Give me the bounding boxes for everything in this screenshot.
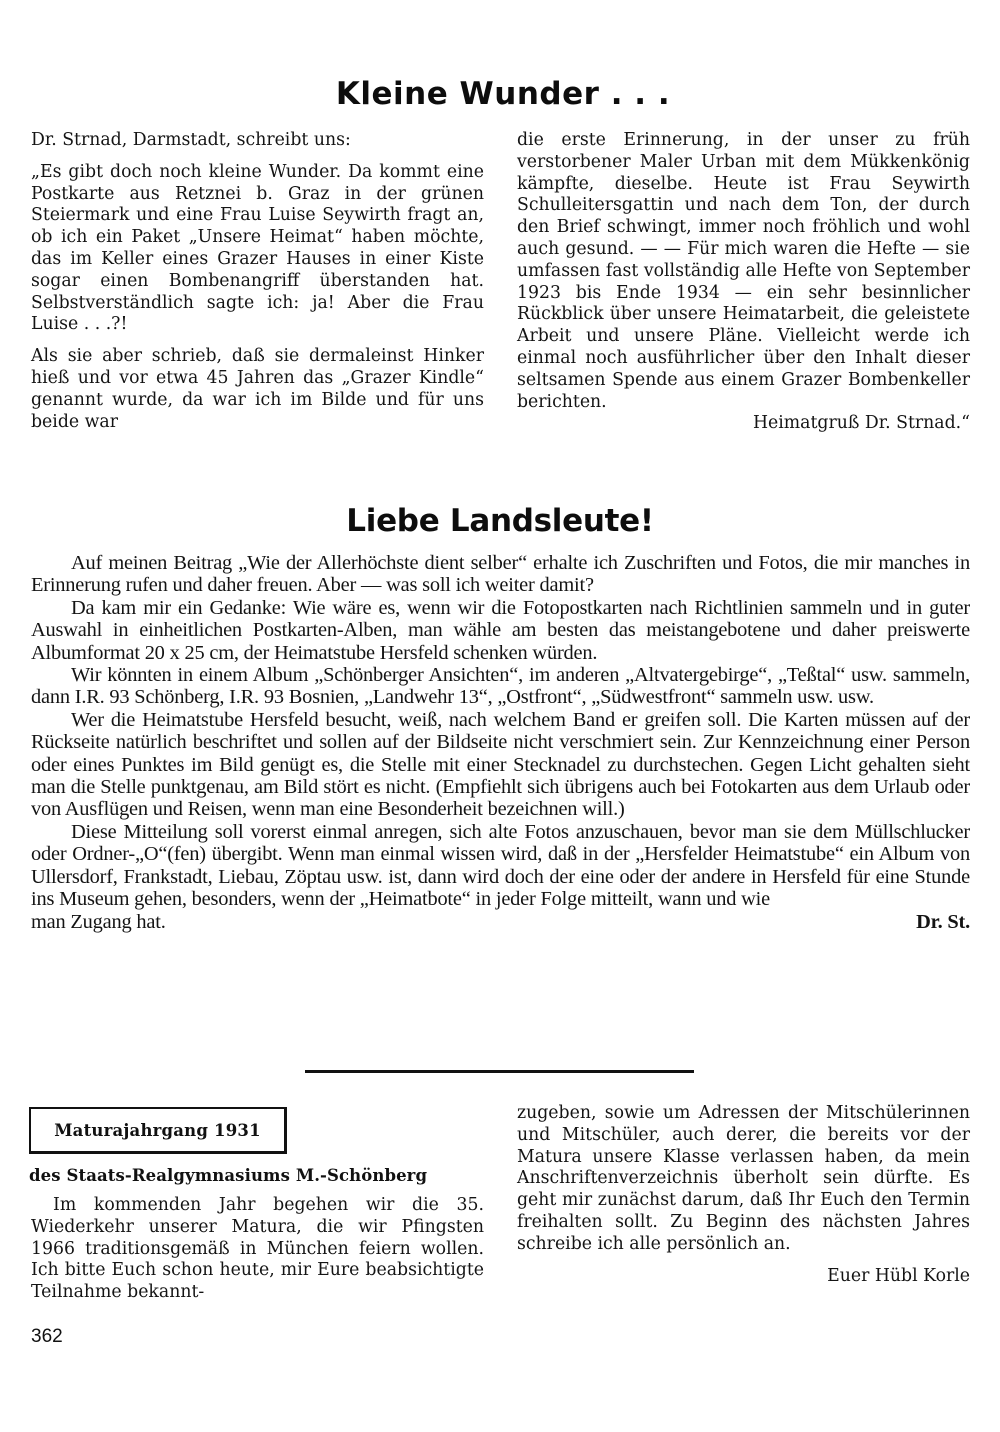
article3-left-column <box>31 1195 484 1304</box>
article1-paragraph: „Es gibt doch noch kleine Wunder. Da kommt eine Postkarte aus Retznei b. Graz in der grünen Steiermark und eine Frau Luise Seywirth fragt an, ob ich ein Paket „Unsere Heimat“ haben möchte, das im Keller eines Grazer Hauses in einer Kiste sogar einen Bombenangriff überstanden hat. Selbstverständlich sagte ich: ja! Aber die Frau Luise . . .?! <box>31 161 484 335</box>
article-title-liebe-landsleute: Liebe Landsleute! <box>346 503 654 539</box>
article3-paragraph: Im kommenden Jahr begehen wir die 35. Wiederkehr unserer Matura, die wir Pfingsten 1966 traditionsgemäß in München feiern wollen. Ich bitte Euch schon heute, mir Eure beabsichtigte Teilnahme bekannt- <box>31 1195 484 1303</box>
article2-body <box>31 552 970 933</box>
article2-paragraph: Diese Mitteilung soll vorerst einmal anregen, sich alte Fotos anzuschauen, bevor man sie dem Müllschlucker oder Ordner-„O“(fen) übergibt. Wenn man einmal wissen wird, daß in der „Hersfelder Heimatstube“ ein Album von Ullersdorf, Frankstadt, Liebau, Zöptau usw. ist, dann wird doch der eine oder der andere in Hersfeld für eine Stunde ins Museum gehen, besonders, wenn der „Heimatbote“ in jeder Folge mitteilt, wann und wie <box>31 820 970 911</box>
page-number: 362 <box>31 1326 63 1347</box>
article2-paragraph: Wer die Heimatstube Hersfeld besucht, weiß, nach welchem Band er greifen soll. Die Karten müssen auf der Rückseite natürlich beschriftet und sollen auf der Bildseite nicht verschmiert sein. Zur Kennzeichnung einer Person oder eines Punktes im Bild genügt es, die Stelle mit einer Stecknadel zu durchstechen. Gegen Licht gehalten sieht man die Stelle punktgenau, am Bild stört es nicht. (Empfiehlt sich übrigens auch bei Fotokarten aus dem Urlaub oder von Ausflügen und Reisen, wenn man eine Besonderheit bezeichnen will.) <box>31 708 970 821</box>
article3-paragraph: zugeben, sowie um Adressen der Mitschülerinnen und Mitschüler, auch derer, die bereits vor der Matura unsere Klasse verlassen haben, da mein Anschriftenverzeichnis überholt sein dürfte. Es geht mir zunächst darum, daß Ihr Euch den Termin freihalten sollt. Zu Beginn des nächsten Jahres schreibe ich alle persönlich an. <box>517 1103 970 1254</box>
article3-subtitle: des Staats-Realgymnasiums M.-Schönberg <box>29 1166 428 1185</box>
article-title-kleine-wunder: Kleine Wunder . . . <box>335 76 671 112</box>
article1-byline: Dr. Strnad, Darmstadt, schreibt uns: <box>31 130 351 150</box>
article2-paragraph: Da kam mir ein Gedanke: Wie wäre es, wenn wir die Fotopostkarten nach Richtlinien sammeln und in guter Auswahl in einheitlichen Postkarten-Alben, man wähle am besten das meistangebotene und daher preiswerte Albumformat 20 x 25 cm, der Heimatstube Hersfeld schenken würden. <box>31 596 970 664</box>
article1-paragraph: Als sie aber schrieb, daß sie dermaleinst Hinker hieß und vor etwa 45 Jahren das „Grazer Kindle“ genannt wurde, da war ich im Bilde und für uns beide war <box>31 346 484 432</box>
article1-paragraph: die erste Erinnerung, in der unser zu früh verstorbener Maler Urban mit dem Mükkenkönig kämpfte, dieselbe. Heute ist Frau Seywirth Schulleitersgattin und nach dem Ton, der durch den Brief schwingt, immer noch fröhlich und wohl auch gesund. — — Für mich waren die Hefte — sie umfassen fast vollständig alle Hefte von September 1923 bis Ende 1934 — ein sehr besinnlicher Rückblick über unsere Heimatarbeit, die geleistete Arbeit und unsere Pläne. Vielleicht werde ich einmal noch ausführlicher über den Inhalt dieser seltsamen Spende aus einem Grazer Bombenkeller berichten. <box>517 130 970 412</box>
article2-closing-line <box>31 911 970 933</box>
article3-right-column <box>517 1103 970 1287</box>
boxed-heading <box>29 1107 287 1154</box>
article1-right-column <box>517 130 970 435</box>
article1-closing-signature: Heimatgruß Dr. Strnad.“ <box>752 413 970 434</box>
article2-paragraph: Wir könnten in einem Album „Schönberger Ansichten“, im anderen „Altvatergebirge“, „Teßtal“ usw. sammeln, dann I.R. 93 Schönberg, I.R. 93 Bosnien, „Landwehr 13“, „Ostfront“, „Südwestfront“ sammeln usw. usw. <box>31 664 970 709</box>
section-divider <box>305 1070 694 1073</box>
article2-signature: Dr. St. <box>916 910 970 933</box>
article2-last-line: man Zugang hat. <box>31 910 166 933</box>
article2-paragraph: Auf meinen Beitrag „Wie der Allerhöchste dient selber“ erhalte ich Zuschriften und Fotos, die mir manches in Erinnerung rufen und daher freuen. Aber — was soll ich weiter damit? <box>31 552 970 597</box>
article3-signature: Euer Hübl Korle <box>827 1265 970 1286</box>
article1-left-column <box>31 130 484 433</box>
box-title: Maturajahrgang 1931 <box>54 1120 261 1140</box>
